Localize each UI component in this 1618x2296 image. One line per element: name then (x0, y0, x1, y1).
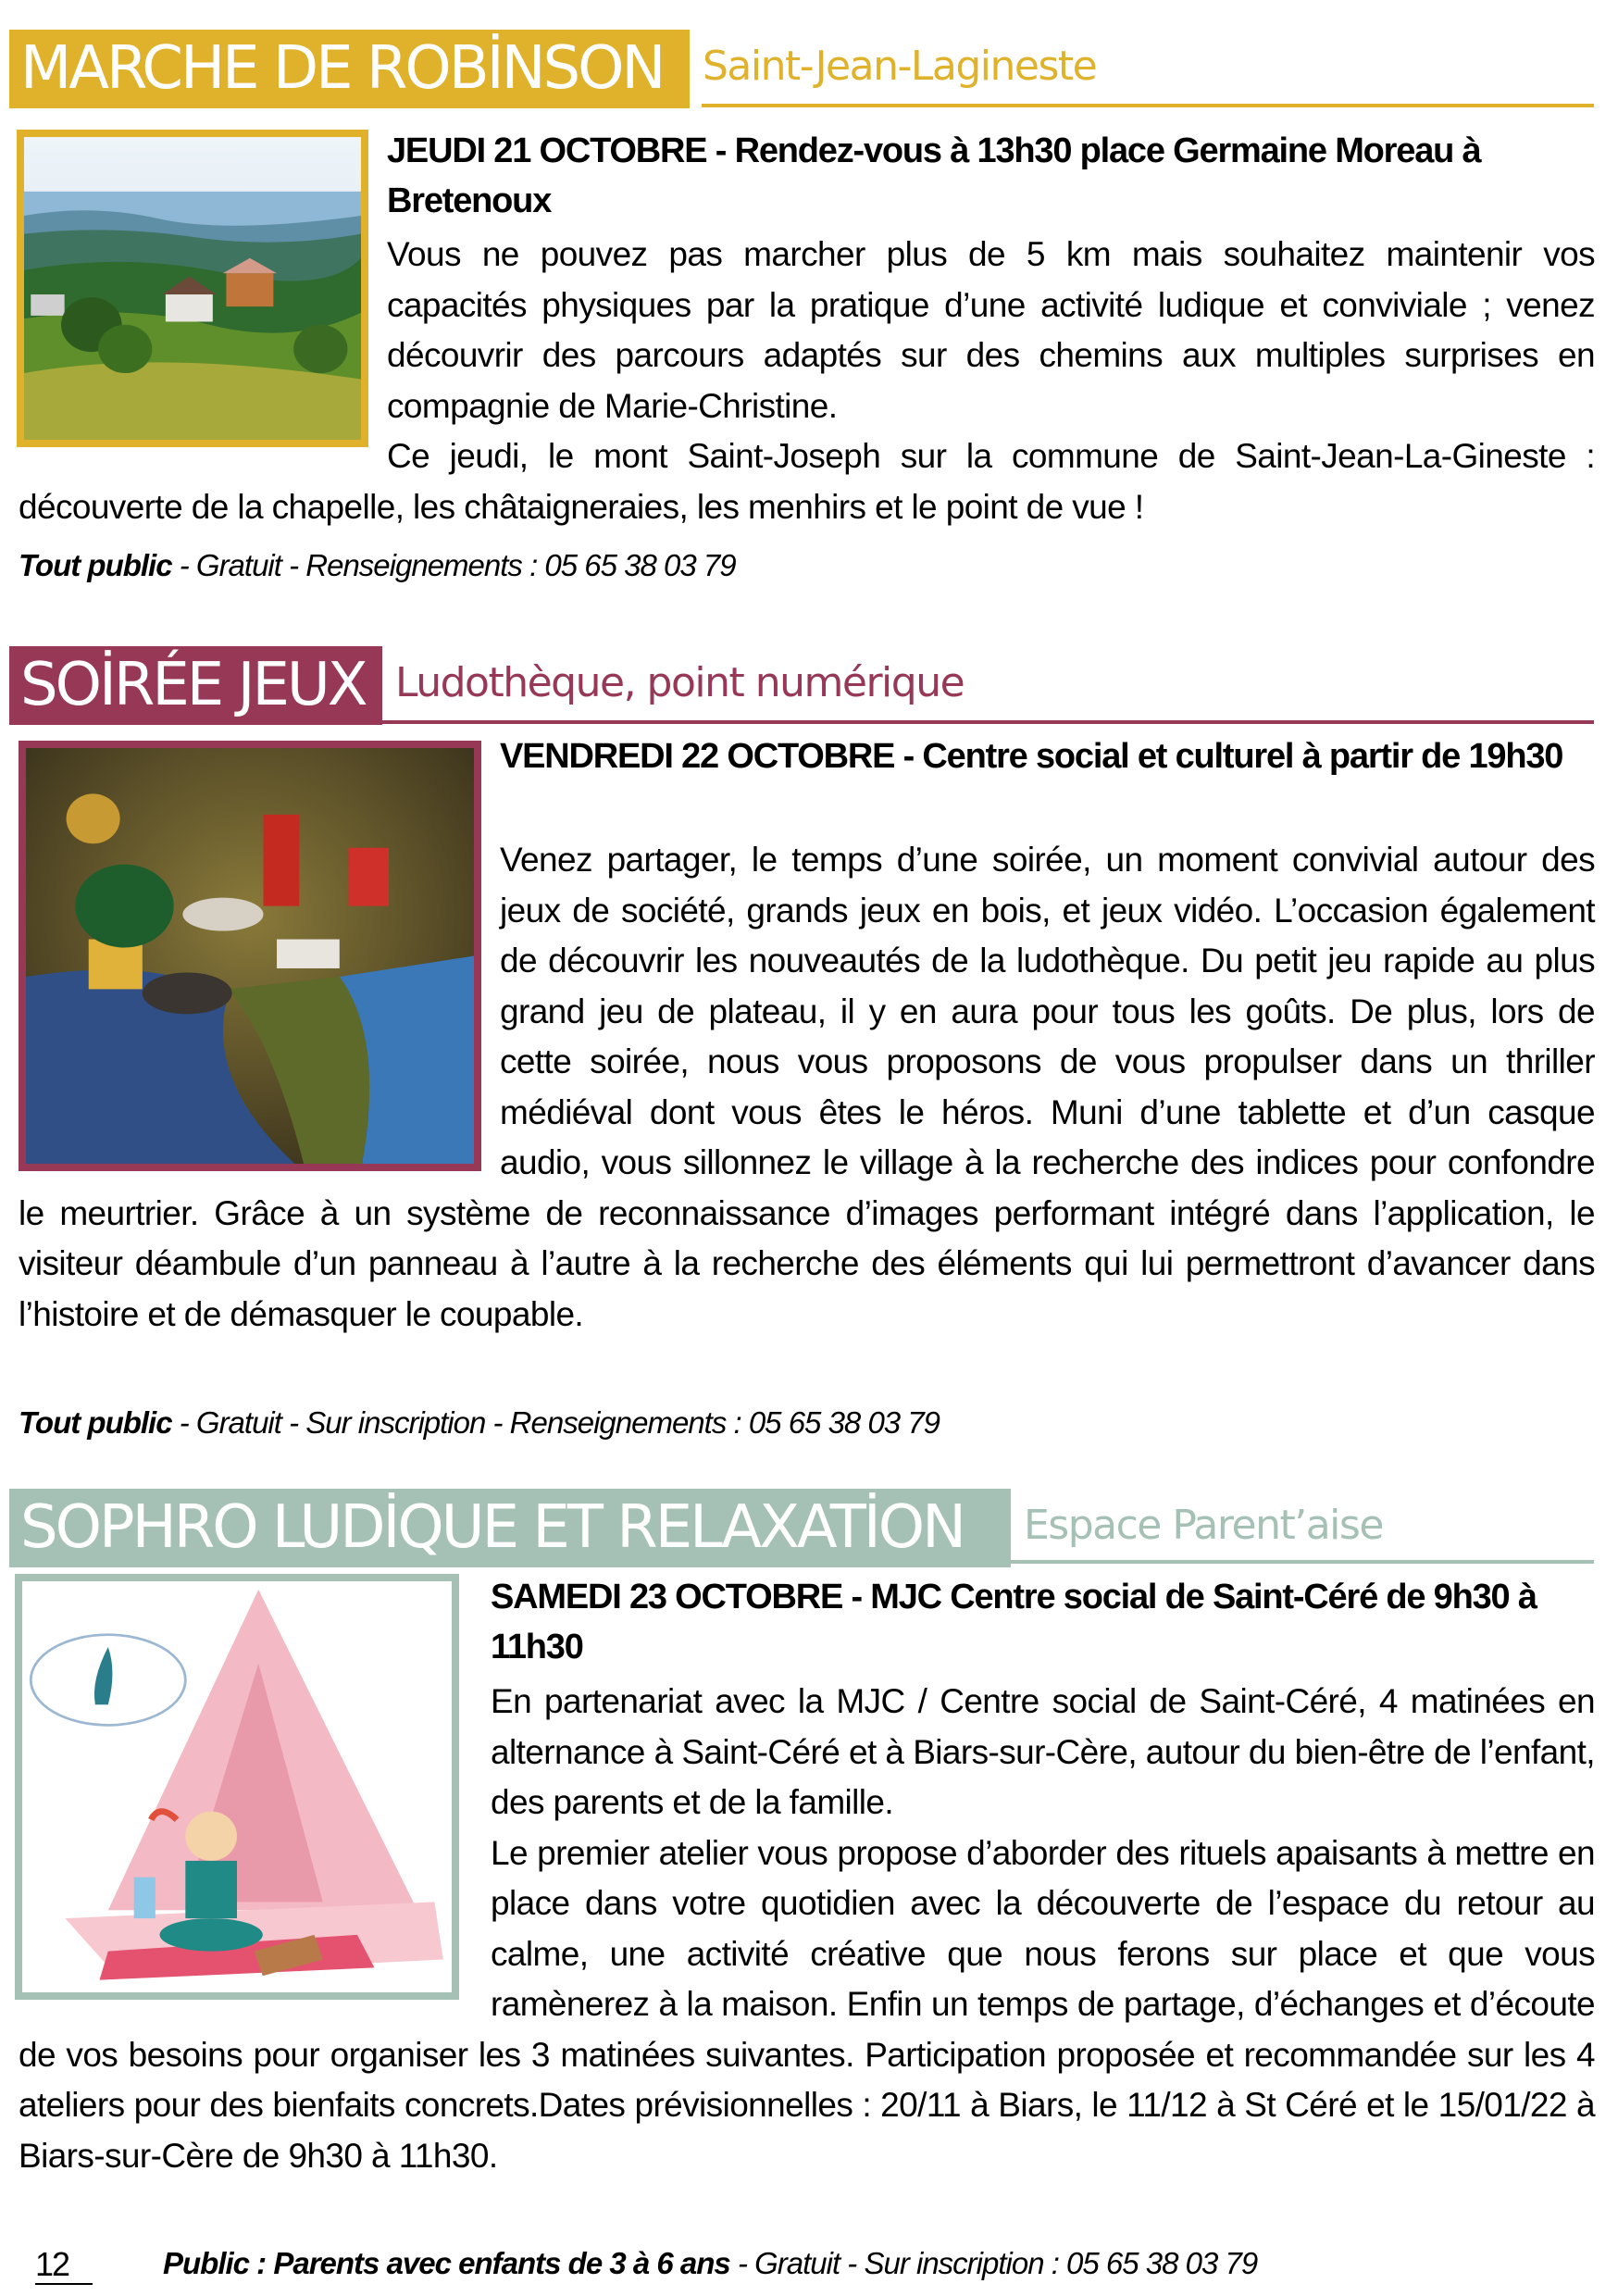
event-description-continued (19, 431, 1595, 532)
event-date-line: JEUDI 21 OCTOBRE - Rendez-vous à 13h30 place Germaine Moreau à Bretenoux (387, 131, 1481, 220)
section-title: MARCHE DE ROBİNSON (9, 30, 690, 108)
section-header (9, 30, 1096, 108)
paragraph: Ce jeudi, le mont Saint-Joseph sur la commune de Saint-Jean-La-Gineste : découverte de la chapelle, les châtaigneraies, les menhirs et le point de vue ! (19, 437, 1595, 526)
event-description (19, 835, 1595, 1340)
image-wrap-spacer (19, 1677, 491, 2005)
header-rule (382, 720, 1594, 724)
event-description (19, 1677, 1595, 2181)
paragraph: En partenariat avec la MJC / Centre social de Saint-Céré, 4 matinées en alternance à Saint-Céré et à Biars-sur-Cère, autour du bien-être de l’enfant, des parents et de la famille. (491, 1682, 1595, 1821)
section-header (9, 646, 964, 725)
section-subtitle: Ludothèque, point numérique (395, 659, 965, 706)
event-info: - Gratuit - Sur inscription - Renseignements : 05 65 38 03 79 (171, 1405, 940, 1440)
paragraph: Vous ne pouvez pas marcher plus de 5 km mais souhaitez maintenir vos capacités physiques par la pratique d’une activité ludique et conviviale ; venez découvrir des parcours adaptés sur des chemins aux multiples surprises en compagnie de Marie-Christine. (387, 235, 1595, 425)
section-header (9, 1489, 1383, 1567)
section-subtitle: Saint-Jean-Lagineste (703, 43, 1097, 90)
section-title: SOPHRO LUDİQUE ET RELAXATİON (9, 1489, 1011, 1567)
audience-label: Tout public (19, 548, 172, 582)
paragraph: Le premier atelier vous propose d’aborder des rituels apaisants à mettre en place dans votre quotidien avec la découverte de l’espace du retour au calme, une activité créative que nous ferons sur place et que vous ramènerez à la maison. Enfin un temps de partage, d’échanges et d’écoute de vos besoins pour organiser les 3 matinées suivantes. Participation proposée et recommandée sur les 4 ateliers pour des bienfaits concrets.Dates prévisionnelles : 20/11 à Biars, le 11/12 à St Céré et le 15/01/22 à Biars-sur-Cère de 9h30 à 11h30. (19, 1833, 1595, 2175)
event-info: - Gratuit - Renseignements : 05 65 38 03 79 (171, 548, 736, 582)
audience-label: Tout public (19, 1405, 172, 1440)
event-footer (163, 2246, 1257, 2281)
section-title: SOİRÉE JEUX (9, 646, 382, 725)
paragraph: Venez partager, le temps d’une soirée, un moment convivial autour des jeux de société, grands jeux en bois, et jeux vidéo. L’occasion également de découvrir les nouveautés de la ludothèque. Du petit jeu rapide au plus grand jeu de plateau, il y en aura pour tous les goûts. De plus, lors de cette soirée, nous vous proposons de vous propulser dans un thriller médiéval dont vous êtes le héros. Muni d’une tablette et d’un casque audio, vous sillonnez le village à la recherche des indices pour confondre le meurtrier. Grâce à un système de reconnaissance d’images performant intégré dans l’application, le visiteur déambule d’un panneau à l’autre à la recherche des éléments qui lui permettront d’avancer dans l’histoire et de démasquer le coupable. (19, 841, 1595, 1333)
event-description (387, 230, 1595, 431)
event-date-line: SAMEDI 23 OCTOBRE - MJC Centre social de Saint-Céré de 9h30 à 11h30 (491, 1578, 1537, 1666)
event-footer (19, 1405, 940, 1441)
event-info: - Gratuit - Sur inscription : 05 65 38 03 79 (729, 2246, 1258, 2280)
header-rule (702, 104, 1594, 107)
section-subtitle: Espace Parent’aise (1024, 1502, 1383, 1549)
landscape-photo (17, 130, 368, 447)
page-number: 12 (35, 2246, 93, 2285)
image-wrap-spacer (19, 835, 500, 1173)
event-date-line: VENDREDI 22 OCTOBRE - Centre social et culturel à partir de 19h30 (500, 737, 1563, 776)
audience-label: Public : Parents avec enfants de 3 à 6 ans (163, 2246, 730, 2280)
event-footer (19, 548, 736, 583)
header-rule (1011, 1560, 1594, 1564)
